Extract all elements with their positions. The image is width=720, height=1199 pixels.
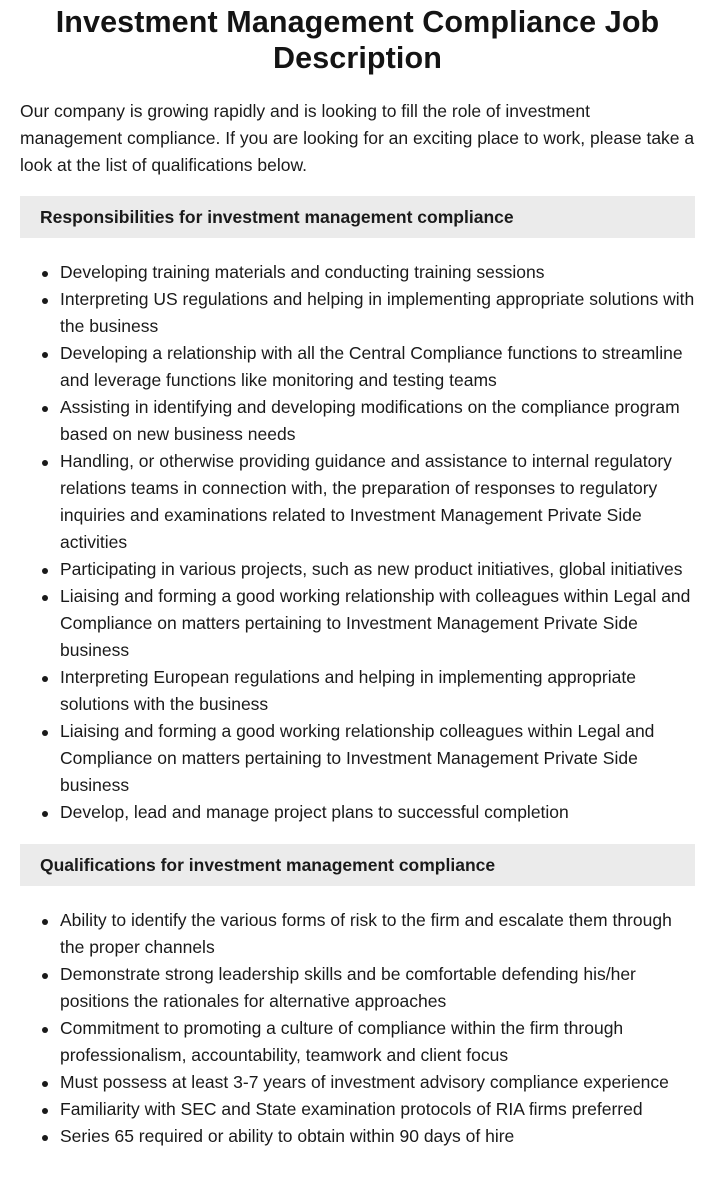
- list-item-text: Assisting in identifying and developing modifications on the compliance program based on new business needs: [60, 397, 680, 444]
- intro-paragraph: Our company is growing rapidly and is looking to fill the role of investment management compliance. If you are looking for an exciting place to work, please take a look at the list of qualifications below.: [20, 101, 695, 175]
- page-title: Investment Management Compliance Job Description: [55, 5, 660, 75]
- bullet-icon: [42, 730, 48, 736]
- list-item-text: Ability to identify the various forms of risk to the firm and escalate them through the proper channels: [60, 910, 672, 957]
- bullet-icon: [42, 406, 48, 412]
- bullet-icon: [42, 1081, 48, 1087]
- list-item-text: Interpreting US regulations and helping in implementing appropriate solutions with the business: [60, 289, 695, 336]
- bullet-icon: [42, 676, 48, 682]
- bullet-icon: [42, 568, 48, 574]
- list-item: [20, 286, 695, 340]
- list-item: [20, 1123, 695, 1150]
- bullet-icon: [42, 973, 48, 979]
- list-item: [20, 907, 695, 961]
- list-item: [20, 448, 695, 556]
- qualifications-list: [20, 907, 695, 1150]
- list-item-text: Demonstrate strong leadership skills and be comfortable defending his/her positions the rationales for alternative approaches: [60, 964, 636, 1011]
- responsibilities-header: Responsibilities for investment management compliance: [20, 196, 695, 238]
- list-item: [20, 1096, 695, 1123]
- list-item-text: Commitment to promoting a culture of compliance within the firm through professionalism, accountability, teamwork and client focus: [60, 1018, 624, 1065]
- bullet-icon: [42, 352, 48, 358]
- list-item-text: Participating in various projects, such as new product initiatives, global initiatives: [60, 559, 683, 579]
- bullet-icon: [42, 298, 48, 304]
- list-item-text: Interpreting European regulations and helping in implementing appropriate solutions with the business: [60, 667, 636, 714]
- responsibilities-list: [20, 259, 695, 826]
- list-item: [20, 259, 695, 286]
- list-item: [20, 394, 695, 448]
- list-item: [20, 340, 695, 394]
- list-item-text: Liaising and forming a good working relationship with colleagues within Legal and Compliance on matters pertaining to Investment Management Private Side business: [60, 586, 691, 660]
- list-item: [20, 961, 695, 1015]
- bullet-icon: [42, 1027, 48, 1033]
- list-item: [20, 583, 695, 664]
- list-item: [20, 799, 695, 826]
- list-item: [20, 718, 695, 799]
- list-item-text: Liaising and forming a good working relationship colleagues within Legal and Compliance on matters pertaining to Investment Management Private Side business: [60, 721, 655, 795]
- list-item: [20, 664, 695, 718]
- list-item: [20, 1015, 695, 1069]
- list-item-text: Developing training materials and conducting training sessions: [60, 262, 545, 282]
- list-item: [20, 556, 695, 583]
- qualifications-header: Qualifications for investment management compliance: [20, 844, 695, 886]
- list-item: [20, 1069, 695, 1096]
- list-item-text: Familiarity with SEC and State examination protocols of RIA firms preferred: [60, 1099, 643, 1119]
- bullet-icon: [42, 460, 48, 466]
- bullet-icon: [42, 811, 48, 817]
- list-item-text: Developing a relationship with all the Central Compliance functions to streamline and leverage functions like monitoring and testing teams: [60, 343, 683, 390]
- bullet-icon: [42, 919, 48, 925]
- list-item-text: Series 65 required or ability to obtain within 90 days of hire: [60, 1126, 515, 1146]
- bullet-icon: [42, 1108, 48, 1114]
- list-item-text: Develop, lead and manage project plans to successful completion: [60, 802, 569, 822]
- list-item-text: Handling, or otherwise providing guidance and assistance to internal regulatory relations teams in connection with, the preparation of responses to regulatory inquiries and examinations related to Investment Management Private Side activities: [60, 451, 672, 552]
- list-item-text: Must possess at least 3-7 years of investment advisory compliance experience: [60, 1072, 669, 1092]
- bullet-icon: [42, 1135, 48, 1141]
- bullet-icon: [42, 595, 48, 601]
- bullet-icon: [42, 271, 48, 277]
